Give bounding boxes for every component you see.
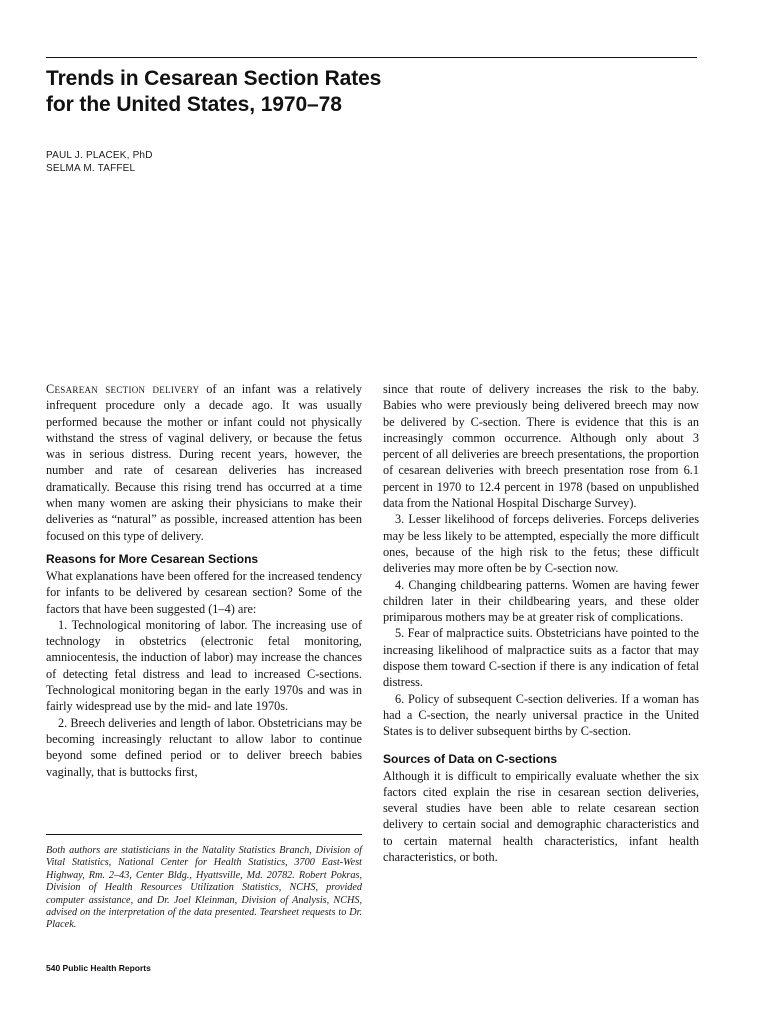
reasons-intro-paragraph: What explanations have been offered for the increased tendency for infants to be delivered by cesarean section? Some of the factors that have been suggested (1–4) are: [46,568,362,616]
author-footnote: Both authors are statisticians in the Natality Statistics Branch, Division of Vital Statistics, National Center for Health Statistics, 3700 East-West Highway, Rm. 2–43, Center Bldg., Hyattsville, Md. 20782. Robert Pokras, Division of Health Resources Utilization Statistics, NCHS, provided computer assistance, and Dr. Joel Kleinman, Division of Analysis, NCHS, advised on the interpretation of the data presented. Tearsheet requests to Dr. Placek. [46,845,362,931]
section-heading-reasons: Reasons for More Cesarean Sections [46,551,259,566]
reason-item-5: 5. Fear of malpractice suits. Obstetricians have pointed to the increasing likelihood of malpractice suits as a factor that may dispose them toward C-section if there is any indication of fetal distress. [383,626,699,690]
reason-item-2: 2. Breech deliveries and length of labor. Obstetricians may be becoming increasingly reluctant to allow labor to continue beyond some defined period or to deliver breech babies vaginally, that is buttocks first, [46,715,362,779]
intro-text: of an infant was a relatively infrequent procedure only a decade ago. It was usually performed because the mother or infant could not physically withstand the stress of vaginal delivery, or because the fetus was in serious distress. During recent years, however, the number and rate of cesarean deliveries has increased dramatically. Because this rising trend has occurred at a time when many women are asking their physicians to make their deliveries as “natural” as possible, increased attention has been focused on this type of delivery. [46,382,362,543]
sources-paragraph: Although it is difficult to empirically evaluate whether the six factors cited explain the rise in cesarean section deliveries, several studies have been able to relate cesarean section delivery to certain social and demographic characteristics and to certain maternal health characteristics, infant health characteristics, or both. [383,768,699,865]
page-footer: 540 Public Health Reports [46,963,151,973]
intro-paragraph [46,381,362,544]
title-line-1: Trends in Cesarean Section Rates [46,67,382,90]
title-line-2: for the United States, 1970–78 [46,93,342,116]
article-title [46,66,381,118]
left-column [46,381,362,780]
author-list [46,150,153,175]
right-column [383,381,699,865]
reason-item-3: 3. Lesser likelihood of forceps deliveries. Forceps deliveries may be less likely to be attempted, especially the more difficult ones, because of the high risk to the fetus; these difficult deliveries may more often be by C-section now. [383,512,699,576]
reason-item-1: 1. Technological monitoring of labor. The increasing use of technology in obstetrics (electronic fetal monitoring, amniocentesis, the induction of labor) may increase the chances of detecting fetal distress and lead to increased C-sections. Technological monitoring began in the early 1970s and was in fairly widespread use by the mid- and late 1970s. [46,617,362,714]
section-heading-sources: Sources of Data on C-sections [383,751,558,766]
continued-paragraph: since that route of delivery increases the risk to the baby. Babies who were previously being delivered breech may now be delivered by C-section. There is evidence that this is an increasingly common occurrence. Although only about 3 percent of all deliveries are breech presentations, the proportion of cesarean deliveries with breech presentation rose from 6.1 percent in 1970 to 12.4 percent in 1978 (based on unpublished data from the National Hospital Discharge Survey). [383,382,699,511]
intro-lead-words: Cesarean section delivery [46,382,200,396]
footnote-rule [46,834,362,835]
author-1: PAUL J. PLACEK, PhD [46,150,153,161]
top-rule [46,57,697,58]
reason-item-6: 6. Policy of subsequent C-section deliveries. If a woman has had a C-section, the nearly universal practice in the United States is to deliver subsequent births by C-section. [383,691,699,739]
reason-item-4: 4. Changing childbearing patterns. Women are having fewer children later in their childbearing years, and these older primiparous mothers may be at greater risk of complications. [383,577,699,625]
author-2: SELMA M. TAFFEL [46,162,136,174]
